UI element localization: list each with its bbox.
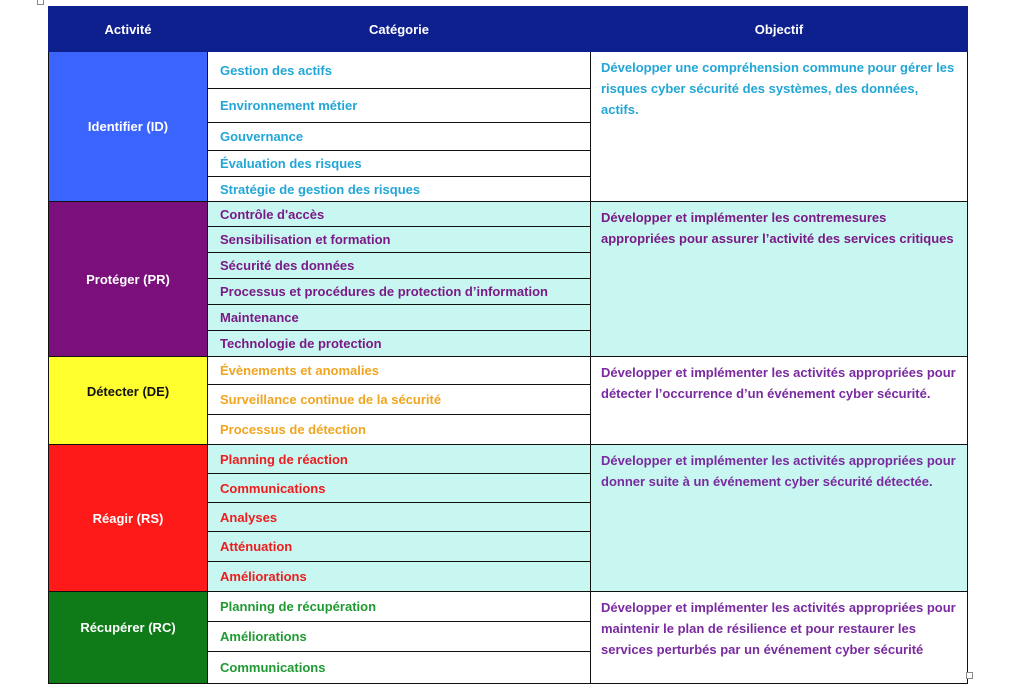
header-categorie: Catégorie bbox=[208, 7, 591, 52]
category-cell: Planning de réaction bbox=[208, 445, 591, 474]
table-row bbox=[49, 357, 968, 385]
objective-reagir: Développer et implémenter les activités appropriées pour donner suite à un événement cyber sécurité détectée. bbox=[591, 445, 968, 592]
table-header-row bbox=[49, 7, 968, 52]
category-cell: Processus de détection bbox=[208, 415, 591, 445]
table-row bbox=[49, 592, 968, 622]
table-row bbox=[49, 52, 968, 89]
activity-identifier: Identifier (ID) bbox=[49, 52, 208, 202]
category-cell: Planning de récupération bbox=[208, 592, 591, 622]
category-cell: Améliorations bbox=[208, 622, 591, 652]
activity-recuperer: Récupérer (RC) bbox=[49, 592, 208, 684]
category-cell: Sécurité des données bbox=[208, 253, 591, 279]
category-cell: Surveillance continue de la sécurité bbox=[208, 385, 591, 415]
objective-proteger: Développer et implémenter les contremesures appropriées pour assurer l’activité des services critiques bbox=[591, 202, 968, 357]
header-activite: Activité bbox=[49, 7, 208, 52]
category-cell: Technologie de protection bbox=[208, 331, 591, 357]
category-cell: Gouvernance bbox=[208, 123, 591, 151]
table-row bbox=[49, 445, 968, 474]
category-cell: Contrôle d'accès bbox=[208, 202, 591, 227]
category-cell: Communications bbox=[208, 474, 591, 503]
activity-detecter: Détecter (DE) bbox=[49, 357, 208, 445]
activity-reagir: Réagir (RS) bbox=[49, 445, 208, 592]
objective-detecter: Développer et implémenter les activités appropriées pour détecter l’occurrence d’un événement cyber sécurité. bbox=[591, 357, 968, 445]
table-move-handle[interactable] bbox=[37, 0, 44, 5]
header-objectif: Objectif bbox=[591, 7, 968, 52]
category-cell: Améliorations bbox=[208, 562, 591, 592]
nist-framework-table bbox=[48, 6, 968, 684]
category-cell: Analyses bbox=[208, 503, 591, 532]
objective-recuperer: Développer et implémenter les activités appropriées pour maintenir le plan de résilience et pour restaurer les services perturbés par un événement cyber sécurité bbox=[591, 592, 968, 684]
category-cell: Gestion des actifs bbox=[208, 52, 591, 89]
category-cell: Sensibilisation et formation bbox=[208, 227, 591, 253]
table-row bbox=[49, 202, 968, 227]
category-cell: Stratégie de gestion des risques bbox=[208, 177, 591, 202]
activity-proteger: Protéger (PR) bbox=[49, 202, 208, 357]
category-cell: Environnement métier bbox=[208, 89, 591, 123]
category-cell: Évaluation des risques bbox=[208, 151, 591, 177]
table-resize-handle[interactable] bbox=[966, 672, 973, 679]
category-cell: Atténuation bbox=[208, 532, 591, 562]
objective-identifier: Développer une compréhension commune pour gérer les risques cyber sécurité des systèmes, des données, actifs. bbox=[591, 52, 968, 202]
category-cell: Évènements et anomalies bbox=[208, 357, 591, 385]
category-cell: Processus et procédures de protection d’information bbox=[208, 279, 591, 305]
category-cell: Maintenance bbox=[208, 305, 591, 331]
category-cell: Communications bbox=[208, 652, 591, 684]
